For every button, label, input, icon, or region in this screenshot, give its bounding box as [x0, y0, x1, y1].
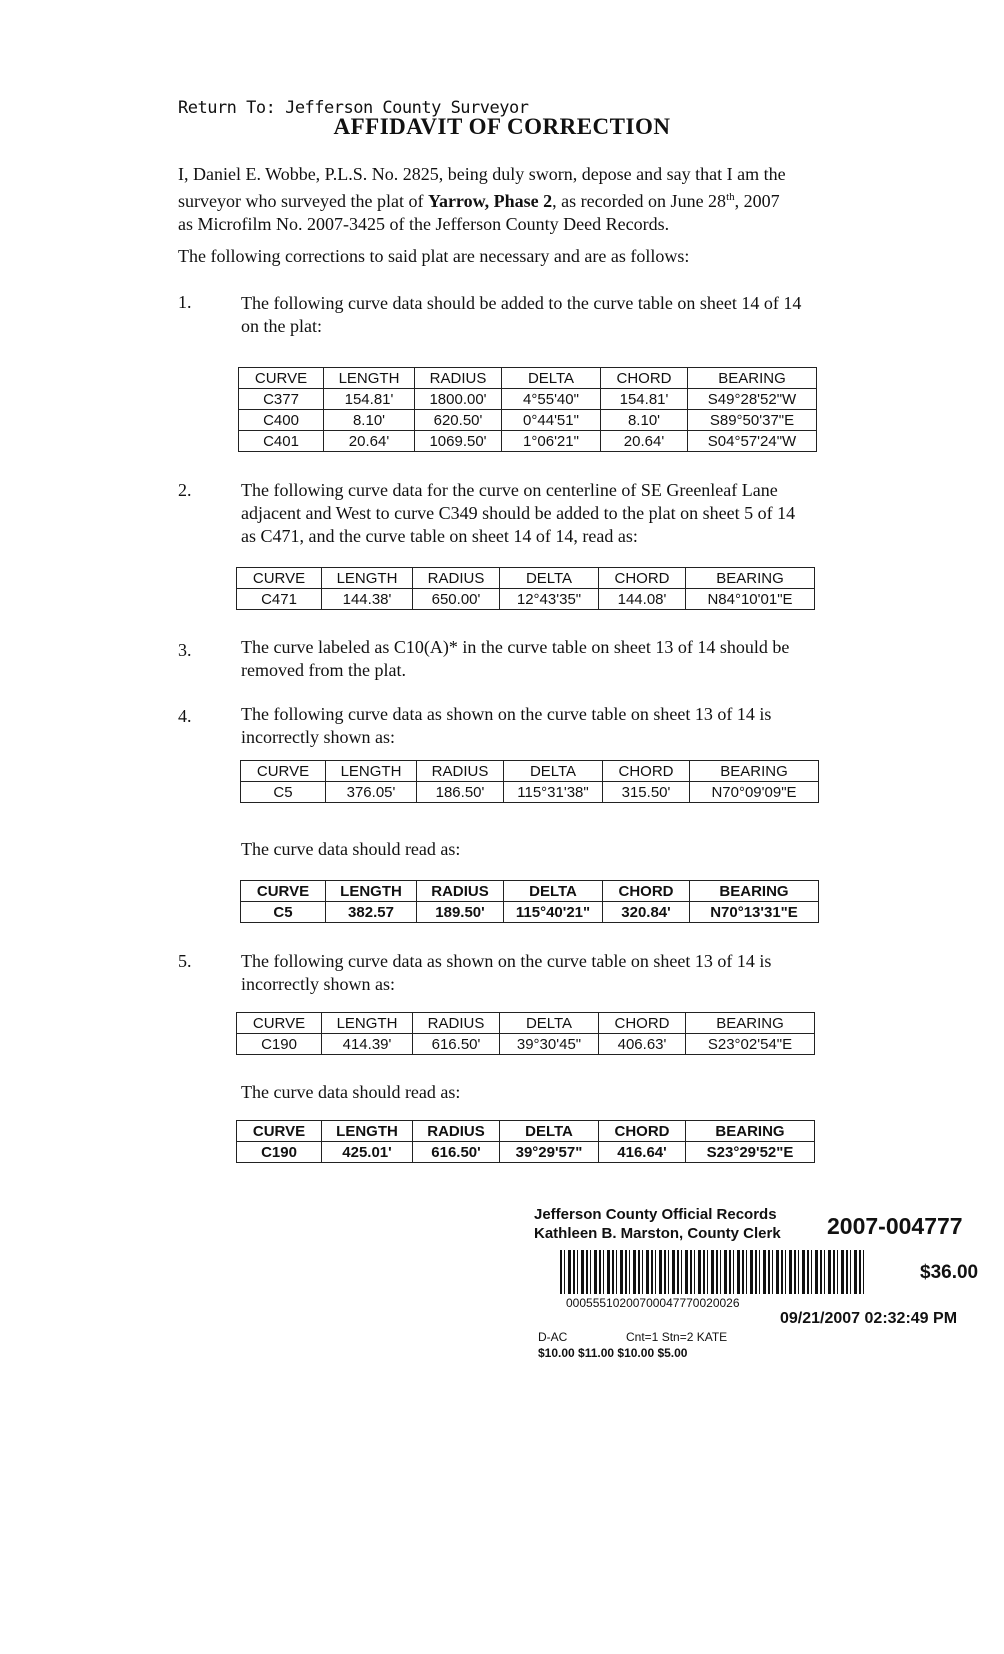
should-read-label: The curve data should read as:: [241, 839, 461, 859]
fees-breakdown: $10.00 $11.00 $10.00 $5.00: [538, 1346, 688, 1360]
table-cell: C401: [239, 431, 324, 452]
table-cell: N70°13'31"E: [690, 902, 819, 923]
intro-text: , 2007: [734, 191, 780, 211]
table-cell: 616.50': [413, 1142, 500, 1163]
curve-table-1: [238, 367, 817, 452]
table-cell: C377: [239, 389, 324, 410]
table-cell: 650.00': [413, 589, 500, 610]
column-header: RADIUS: [415, 368, 502, 389]
intro-line-3: as Microfilm No. 2007-3425 of the Jefferson County Deed Records.: [178, 214, 670, 234]
item-number: 2.: [178, 480, 192, 500]
column-header: RADIUS: [417, 881, 504, 902]
table-row: [241, 782, 819, 803]
office-name: Jefferson County Official Records: [534, 1206, 777, 1223]
table-cell: 20.64': [601, 431, 688, 452]
column-header: LENGTH: [324, 368, 415, 389]
table-cell: C400: [239, 410, 324, 431]
table-header-row: [237, 1121, 815, 1142]
intro-line-2: [178, 186, 858, 213]
column-header: CURVE: [237, 1013, 322, 1034]
table-cell: S23°02'54"E: [686, 1034, 815, 1055]
recording-office: [534, 1205, 781, 1243]
table-cell: 20.64': [324, 431, 415, 452]
column-header: CHORD: [599, 568, 686, 589]
document-code: D-AC: [538, 1330, 568, 1344]
intro-text: , as recorded on June 28: [552, 191, 727, 211]
corrections-intro: The following corrections to said plat are necessary and are as follows:: [178, 246, 690, 266]
column-header: LENGTH: [322, 1013, 413, 1034]
table-cell: 406.63': [599, 1034, 686, 1055]
intro-paragraph: [178, 163, 858, 236]
column-header: RADIUS: [413, 568, 500, 589]
item-line: incorrectly shown as:: [241, 727, 395, 747]
column-header: DELTA: [504, 881, 603, 902]
table-header-row: [241, 761, 819, 782]
curve-table-correct-c5: [240, 880, 819, 923]
column-header: BEARING: [688, 368, 817, 389]
table-cell: C471: [237, 589, 322, 610]
table-cell: 315.50': [603, 782, 690, 803]
column-header: CHORD: [603, 761, 690, 782]
table-row: [237, 1142, 815, 1163]
column-header: CHORD: [599, 1013, 686, 1034]
column-header: CHORD: [603, 881, 690, 902]
table-cell: 425.01': [322, 1142, 413, 1163]
column-header: LENGTH: [326, 761, 417, 782]
item-line: incorrectly shown as:: [241, 974, 395, 994]
column-header: BEARING: [686, 568, 815, 589]
return-to-line: Return To: Jefferson County Surveyor: [178, 98, 529, 118]
table-cell: 39°29'57": [500, 1142, 599, 1163]
plat-name: Yarrow, Phase 2: [427, 191, 553, 211]
column-header: CURVE: [241, 881, 326, 902]
table-cell: 382.57: [326, 902, 417, 923]
table-row: [239, 389, 817, 410]
table-cell: C5: [241, 902, 326, 923]
column-header: BEARING: [690, 881, 819, 902]
barcode-number: 00055510200700047770020026: [566, 1296, 740, 1310]
column-header: RADIUS: [413, 1013, 500, 1034]
curve-table-2: [236, 567, 815, 610]
table-cell: 8.10': [324, 410, 415, 431]
column-header: LENGTH: [326, 881, 417, 902]
item-line: removed from the plat.: [241, 660, 406, 680]
column-header: DELTA: [500, 1013, 599, 1034]
table-cell: 115°40'21": [504, 902, 603, 923]
table-cell: 416.64': [599, 1142, 686, 1163]
item-line: adjacent and West to curve C349 should be added to the plat on sheet 5 of 14: [241, 503, 796, 523]
item-3-text: [241, 636, 861, 682]
item-line: The following curve data as shown on the curve table on sheet 13 of 14 is: [241, 704, 772, 724]
table-cell: 320.84': [603, 902, 690, 923]
table-cell: 144.08': [599, 589, 686, 610]
table-cell: C5: [241, 782, 326, 803]
item-5-text: [241, 950, 861, 996]
table-cell: C190: [237, 1034, 322, 1055]
table-cell: S89°50'37"E: [688, 410, 817, 431]
table-cell: 1°06'21": [502, 431, 601, 452]
table-cell: 1800.00': [415, 389, 502, 410]
table-cell: S49°28'52"W: [688, 389, 817, 410]
table-cell: 0°44'51": [502, 410, 601, 431]
document-number: 2007-004777: [827, 1213, 963, 1239]
intro-text: surveyor who surveyed the plat of: [178, 191, 428, 211]
item-number: 3.: [178, 640, 192, 660]
column-header: DELTA: [500, 568, 599, 589]
clerk-name: Kathleen B. Marston, County Clerk: [534, 1225, 781, 1242]
column-header: CURVE: [237, 1121, 322, 1142]
column-header: DELTA: [502, 368, 601, 389]
table-cell: 189.50': [417, 902, 504, 923]
table-header-row: [241, 881, 819, 902]
column-header: RADIUS: [417, 761, 504, 782]
table-cell: 186.50': [417, 782, 504, 803]
table-cell: 115°31'38": [504, 782, 603, 803]
should-read-label: The curve data should read as:: [241, 1082, 461, 1102]
item-2-text: [241, 479, 861, 548]
table-cell: 1069.50': [415, 431, 502, 452]
column-header: RADIUS: [413, 1121, 500, 1142]
station-counts: Cnt=1 Stn=2 KATE: [626, 1330, 728, 1344]
curve-table-incorrect-c5: [240, 760, 819, 803]
item-1-text: [241, 292, 861, 338]
item-line: on the plat:: [241, 316, 322, 336]
item-number: 4.: [178, 706, 192, 726]
column-header: CURVE: [239, 368, 324, 389]
item-line: The following curve data for the curve on centerline of SE Greenleaf Lane: [241, 480, 778, 500]
column-header: BEARING: [686, 1121, 815, 1142]
table-cell: 414.39': [322, 1034, 413, 1055]
item-number: 5.: [178, 951, 192, 971]
table-cell: N84°10'01"E: [686, 589, 815, 610]
curve-table-incorrect-c190: [236, 1012, 815, 1055]
table-cell: 620.50': [415, 410, 502, 431]
table-cell: 39°30'45": [500, 1034, 599, 1055]
date-suffix: th: [726, 191, 735, 203]
intro-line-1: I, Daniel E. Wobbe, P.L.S. No. 2825, being duly sworn, depose and say that I am the: [178, 164, 786, 184]
table-cell: N70°09'09"E: [690, 782, 819, 803]
column-header: CURVE: [237, 568, 322, 589]
table-row: [237, 1034, 815, 1055]
item-line: The following curve data should be added to the curve table on sheet 14 of 14: [241, 293, 802, 313]
table-row: [239, 410, 817, 431]
table-row: [241, 902, 819, 923]
table-cell: 154.81': [324, 389, 415, 410]
column-header: LENGTH: [322, 568, 413, 589]
table-cell: 4°55'40": [502, 389, 601, 410]
item-line: The curve labeled as C10(A)* in the curve table on sheet 13 of 14 should be: [241, 637, 790, 657]
table-row: [237, 589, 815, 610]
item-number: 1.: [178, 292, 192, 312]
table-header-row: [239, 368, 817, 389]
column-header: DELTA: [500, 1121, 599, 1142]
table-header-row: [237, 568, 815, 589]
column-header: CURVE: [241, 761, 326, 782]
table-cell: 616.50': [413, 1034, 500, 1055]
item-4-text: [241, 703, 861, 749]
table-header-row: [237, 1013, 815, 1034]
barcode-image: [560, 1250, 864, 1294]
table-cell: 144.38': [322, 589, 413, 610]
table-cell: 376.05': [326, 782, 417, 803]
table-cell: 154.81': [601, 389, 688, 410]
table-cell: 12°43'35": [500, 589, 599, 610]
column-header: BEARING: [686, 1013, 815, 1034]
column-header: CHORD: [601, 368, 688, 389]
column-header: LENGTH: [322, 1121, 413, 1142]
curve-table-correct-c190: [236, 1120, 815, 1163]
column-header: BEARING: [690, 761, 819, 782]
table-row: [239, 431, 817, 452]
recording-fee: $36.00: [920, 1262, 979, 1283]
table-cell: 8.10': [601, 410, 688, 431]
recording-datetime: 09/21/2007 02:32:49 PM: [780, 1310, 958, 1327]
table-cell: S23°29'52"E: [686, 1142, 815, 1163]
item-line: The following curve data as shown on the curve table on sheet 13 of 14 is: [241, 951, 772, 971]
table-cell: S04°57'24"W: [688, 431, 817, 452]
item-line: as C471, and the curve table on sheet 14 of 14, read as:: [241, 526, 638, 546]
document-title: AFFIDAVIT OF CORRECTION: [333, 114, 671, 139]
column-header: DELTA: [504, 761, 603, 782]
table-cell: C190: [237, 1142, 322, 1163]
column-header: CHORD: [599, 1121, 686, 1142]
